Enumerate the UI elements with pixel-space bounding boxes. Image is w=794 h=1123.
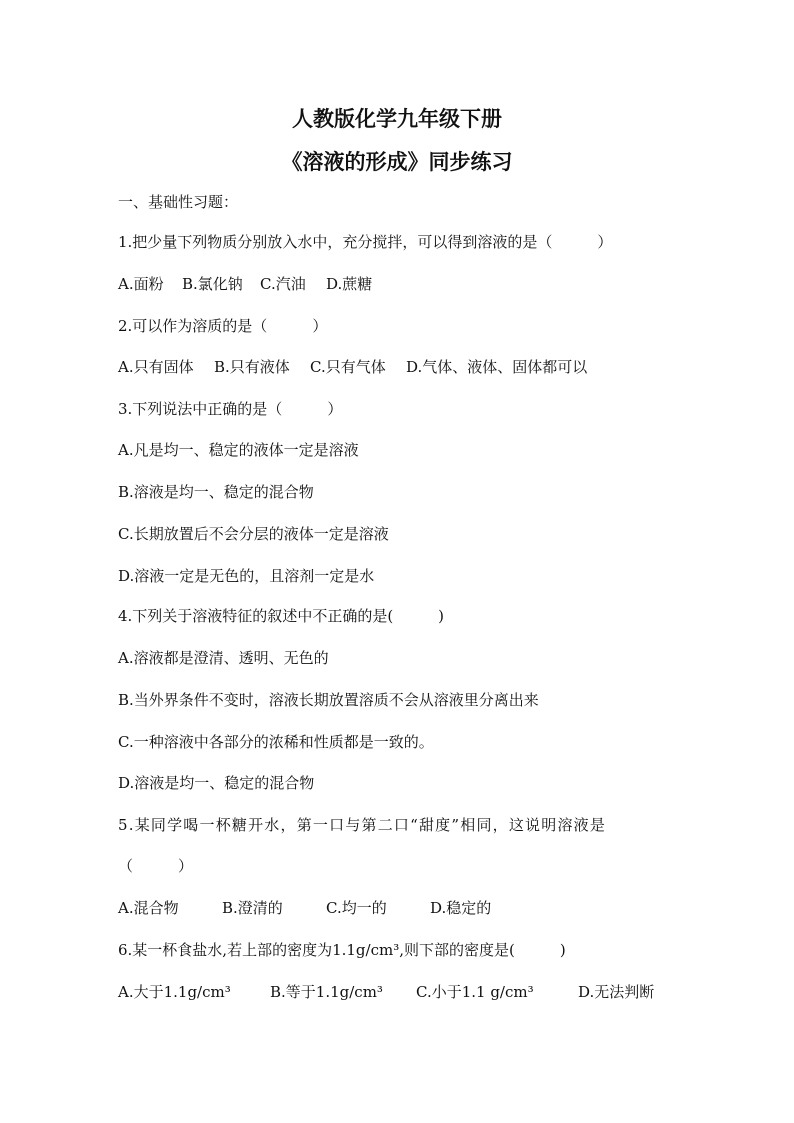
q1-option-a: A.面粉 [118, 275, 164, 293]
q5-option-d: D.稳定的 [430, 899, 492, 917]
q5-option-b: B.澄清的 [222, 899, 283, 917]
document-subtitle: 《溶液的形成》同步练习 [281, 149, 513, 174]
q3-option-c: C.长期放置后不会分层的液体一定是溶液 [118, 525, 389, 543]
q5-option-a: A.混合物 [118, 899, 179, 917]
q2-option-b: B.只有液体 [214, 358, 290, 376]
q6-option-a: A.大于1.1g/cm³ [118, 983, 231, 1001]
q3-option-b: B.溶液是均一、稳定的混合物 [118, 483, 314, 501]
q4-option-d: D.溶液是均一、稳定的混合物 [118, 774, 315, 792]
question-3-stem: 3.下列说法中正确的是（ ） [118, 400, 343, 418]
q5-option-c: C.均一的 [326, 899, 387, 917]
question-6-stem: 6.某一杯食盐水,若上部的密度为1.1g/cm³,则下部的密度是( ) [118, 941, 566, 959]
question-6-options [118, 982, 654, 1002]
q1-option-d: D.蔗糖 [326, 275, 373, 293]
q1-option-b: B.氯化钠 [182, 275, 243, 293]
q2-option-c: C.只有气体 [310, 358, 386, 376]
q3-option-d: D.溶液一定是无色的，且溶剂一定是水 [118, 567, 375, 585]
question-5-stem: 5.某同学喝一杯糖开水，第一口与第二口“甜度”相同，这说明溶液是 [118, 816, 607, 834]
question-5-stem-continued: （ ） [118, 857, 194, 875]
question-5-options [118, 898, 491, 918]
q6-option-c: C.小于1.1 g/cm³ [416, 983, 534, 1001]
q4-option-a: A.溶液都是澄清、透明、无色的 [118, 649, 329, 667]
section-heading: 一、基础性习题： [118, 193, 239, 211]
q2-option-a: A.只有固体 [118, 358, 194, 376]
q2-option-d: D.气体、液体、固体都可以 [406, 358, 588, 376]
q1-option-c: C.汽油 [260, 275, 306, 293]
question-2-options [118, 357, 587, 377]
q6-option-d: D.无法判断 [578, 983, 655, 1001]
question-2-stem: 2.可以作为溶质的是（ ） [118, 317, 328, 335]
q4-option-b: B.当外界条件不变时，溶液长期放置溶质不会从溶液里分离出来 [118, 691, 539, 709]
q4-option-c: C.一种溶液中各部分的浓稀和性质都是一致的。 [118, 733, 434, 751]
question-1-options [118, 274, 372, 294]
question-1-stem: 1.把少量下列物质分别放入水中，充分搅拌，可以得到溶液的是（ ） [118, 233, 613, 251]
q3-option-a: A.凡是均一、稳定的液体一定是溶液 [118, 441, 359, 459]
q6-option-b: B.等于1.1g/cm³ [270, 983, 383, 1001]
document-title: 人教版化学九年级下册 [292, 106, 502, 131]
question-4-stem: 4.下列关于溶液特征的叙述中不正确的是( ) [118, 607, 445, 625]
